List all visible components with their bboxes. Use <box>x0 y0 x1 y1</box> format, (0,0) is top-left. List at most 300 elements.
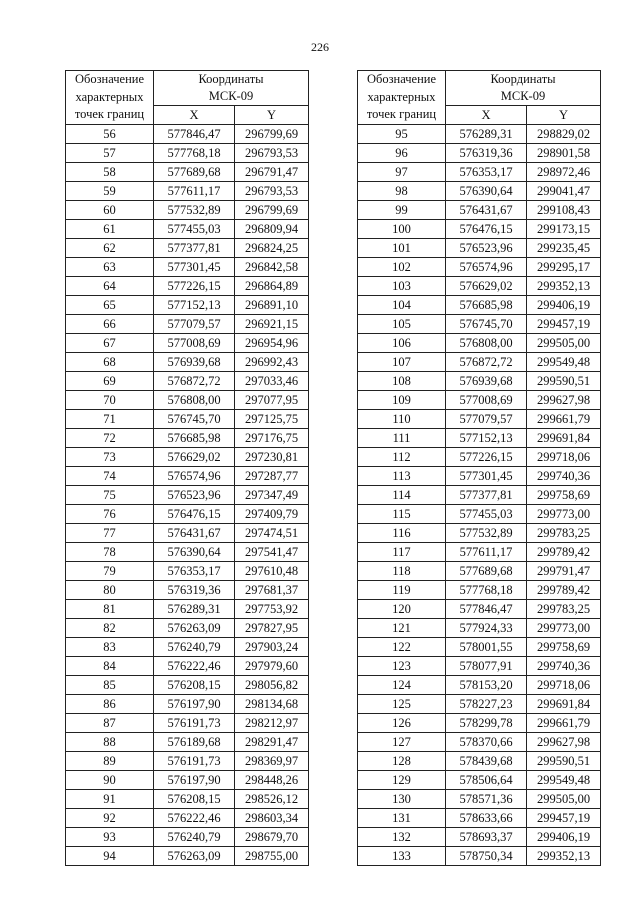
point-number-cell: 106 <box>358 334 446 353</box>
table-row <box>358 562 601 581</box>
x-coordinate-cell: 578227,23 <box>446 695 527 714</box>
table-row <box>66 125 309 144</box>
table-body-left <box>66 125 309 866</box>
table-row <box>358 239 601 258</box>
point-number-cell: 132 <box>358 828 446 847</box>
table-row <box>358 391 601 410</box>
y-coordinate-cell: 299549,48 <box>527 353 601 372</box>
table-row <box>358 695 601 714</box>
point-number-cell: 79 <box>66 562 154 581</box>
coordinates-table-left <box>65 70 309 866</box>
y-coordinate-cell: 299295,17 <box>527 258 601 277</box>
point-number-cell: 105 <box>358 315 446 334</box>
y-coordinate-cell: 299627,98 <box>527 391 601 410</box>
point-number-cell: 111 <box>358 429 446 448</box>
table-row <box>358 125 601 144</box>
y-coordinate-cell: 299718,06 <box>527 448 601 467</box>
y-coordinate-cell: 296864,89 <box>235 277 309 296</box>
y-coordinate-cell: 298526,12 <box>235 790 309 809</box>
point-number-cell: 65 <box>66 296 154 315</box>
table-row <box>358 296 601 315</box>
y-coordinate-cell: 299783,25 <box>527 600 601 619</box>
point-number-cell: 109 <box>358 391 446 410</box>
y-coordinate-cell: 298755,00 <box>235 847 309 866</box>
x-coordinate-cell: 576523,96 <box>446 239 527 258</box>
y-coordinate-cell: 298972,46 <box>527 163 601 182</box>
point-number-cell: 95 <box>358 125 446 144</box>
x-coordinate-cell: 577532,89 <box>446 524 527 543</box>
table-row <box>358 847 601 866</box>
x-coordinate-cell: 577611,17 <box>154 182 235 201</box>
x-coordinate-cell: 577455,03 <box>446 505 527 524</box>
x-coordinate-cell: 576208,15 <box>154 790 235 809</box>
table-row <box>358 638 601 657</box>
y-coordinate-cell: 296992,43 <box>235 353 309 372</box>
x-coordinate-cell: 577301,45 <box>446 467 527 486</box>
x-coordinate-cell: 577226,15 <box>446 448 527 467</box>
y-coordinate-cell: 299505,00 <box>527 334 601 353</box>
table-row <box>66 771 309 790</box>
y-coordinate-cell: 297610,48 <box>235 562 309 581</box>
y-coordinate-cell: 298056,82 <box>235 676 309 695</box>
y-coordinate-cell: 299406,19 <box>527 828 601 847</box>
point-number-cell: 96 <box>358 144 446 163</box>
y-coordinate-cell: 298212,97 <box>235 714 309 733</box>
x-coordinate-cell: 577301,45 <box>154 258 235 277</box>
y-coordinate-cell: 299773,00 <box>527 619 601 638</box>
y-coordinate-cell: 297033,46 <box>235 372 309 391</box>
point-number-cell: 74 <box>66 467 154 486</box>
point-number-cell: 126 <box>358 714 446 733</box>
x-coordinate-cell: 577008,69 <box>154 334 235 353</box>
x-coordinate-cell: 576240,79 <box>154 828 235 847</box>
y-coordinate-cell: 296799,69 <box>235 201 309 220</box>
table-row <box>358 771 601 790</box>
point-number-cell: 101 <box>358 239 446 258</box>
point-number-cell: 125 <box>358 695 446 714</box>
point-number-cell: 69 <box>66 372 154 391</box>
y-coordinate-cell: 299108,43 <box>527 201 601 220</box>
x-coordinate-cell: 578633,66 <box>446 809 527 828</box>
x-coordinate-cell: 576629,02 <box>446 277 527 296</box>
table-row <box>66 334 309 353</box>
table-row <box>358 619 601 638</box>
x-coordinate-cell: 578750,34 <box>446 847 527 866</box>
table-row <box>66 676 309 695</box>
table-row <box>66 752 309 771</box>
table-row <box>66 657 309 676</box>
x-column-header: X <box>446 106 527 125</box>
x-coordinate-cell: 576263,09 <box>154 619 235 638</box>
x-coordinate-cell: 578693,37 <box>446 828 527 847</box>
x-coordinate-cell: 576208,15 <box>154 676 235 695</box>
point-number-cell: 108 <box>358 372 446 391</box>
point-number-cell: 128 <box>358 752 446 771</box>
x-coordinate-cell: 576191,73 <box>154 752 235 771</box>
y-coordinate-cell: 297903,24 <box>235 638 309 657</box>
y-coordinate-cell: 299691,84 <box>527 695 601 714</box>
y-coordinate-cell: 299352,13 <box>527 277 601 296</box>
x-coordinate-cell: 576191,73 <box>154 714 235 733</box>
y-coordinate-cell: 298679,70 <box>235 828 309 847</box>
x-coordinate-cell: 577689,68 <box>154 163 235 182</box>
table-row <box>358 733 601 752</box>
y-coordinate-cell: 299235,45 <box>527 239 601 258</box>
point-label-header: Обозначение характерных точек границ <box>358 71 446 125</box>
point-number-cell: 89 <box>66 752 154 771</box>
coordinates-header: Координаты МСК-09 <box>154 71 309 106</box>
x-coordinate-cell: 576197,90 <box>154 695 235 714</box>
point-number-cell: 90 <box>66 771 154 790</box>
point-number-cell: 80 <box>66 581 154 600</box>
table-row <box>66 239 309 258</box>
x-coordinate-cell: 576872,72 <box>154 372 235 391</box>
point-number-cell: 68 <box>66 353 154 372</box>
x-coordinate-cell: 577455,03 <box>154 220 235 239</box>
x-coordinate-cell: 576319,36 <box>446 144 527 163</box>
table-row <box>358 410 601 429</box>
table-row <box>66 372 309 391</box>
table-row <box>66 277 309 296</box>
point-number-cell: 56 <box>66 125 154 144</box>
table-row <box>66 296 309 315</box>
point-number-cell: 72 <box>66 429 154 448</box>
y-coordinate-cell: 299041,47 <box>527 182 601 201</box>
point-number-cell: 78 <box>66 543 154 562</box>
x-coordinate-cell: 576222,46 <box>154 657 235 676</box>
point-number-cell: 119 <box>358 581 446 600</box>
table-row <box>358 790 601 809</box>
point-number-cell: 59 <box>66 182 154 201</box>
y-coordinate-cell: 297125,75 <box>235 410 309 429</box>
point-number-cell: 61 <box>66 220 154 239</box>
x-coordinate-cell: 577377,81 <box>446 486 527 505</box>
y-coordinate-cell: 299627,98 <box>527 733 601 752</box>
point-number-cell: 117 <box>358 543 446 562</box>
y-coordinate-cell: 299758,69 <box>527 486 601 505</box>
table-row <box>358 334 601 353</box>
point-number-cell: 73 <box>66 448 154 467</box>
point-number-cell: 129 <box>358 771 446 790</box>
x-coordinate-cell: 577689,68 <box>446 562 527 581</box>
y-coordinate-cell: 299352,13 <box>527 847 601 866</box>
point-number-cell: 131 <box>358 809 446 828</box>
table-row <box>358 657 601 676</box>
y-coordinate-cell: 299661,79 <box>527 410 601 429</box>
x-coordinate-cell: 577377,81 <box>154 239 235 258</box>
y-coordinate-cell: 296791,47 <box>235 163 309 182</box>
x-coordinate-cell: 576939,68 <box>446 372 527 391</box>
point-number-cell: 58 <box>66 163 154 182</box>
point-number-cell: 94 <box>66 847 154 866</box>
x-coordinate-cell: 577079,57 <box>446 410 527 429</box>
point-number-cell: 122 <box>358 638 446 657</box>
table-row <box>66 258 309 277</box>
table-header <box>66 71 309 125</box>
y-coordinate-cell: 298603,34 <box>235 809 309 828</box>
y-coordinate-cell: 298901,58 <box>527 144 601 163</box>
x-coordinate-cell: 576745,70 <box>446 315 527 334</box>
point-number-cell: 118 <box>358 562 446 581</box>
x-coordinate-cell: 576319,36 <box>154 581 235 600</box>
y-coordinate-cell: 296799,69 <box>235 125 309 144</box>
point-number-cell: 81 <box>66 600 154 619</box>
point-number-cell: 113 <box>358 467 446 486</box>
x-coordinate-cell: 576808,00 <box>446 334 527 353</box>
y-column-header: Y <box>527 106 601 125</box>
y-coordinate-cell: 296809,94 <box>235 220 309 239</box>
point-number-cell: 85 <box>66 676 154 695</box>
y-coordinate-cell: 299783,25 <box>527 524 601 543</box>
point-number-cell: 107 <box>358 353 446 372</box>
table-row <box>66 182 309 201</box>
x-coordinate-cell: 577008,69 <box>446 391 527 410</box>
table-row <box>358 467 601 486</box>
x-coordinate-cell: 577768,18 <box>154 144 235 163</box>
y-coordinate-cell: 299740,36 <box>527 467 601 486</box>
table-row <box>66 353 309 372</box>
point-number-cell: 62 <box>66 239 154 258</box>
x-coordinate-cell: 576189,68 <box>154 733 235 752</box>
point-number-cell: 102 <box>358 258 446 277</box>
y-coordinate-cell: 296793,53 <box>235 144 309 163</box>
x-coordinate-cell: 576353,17 <box>154 562 235 581</box>
x-coordinate-cell: 576574,96 <box>154 467 235 486</box>
y-coordinate-cell: 299549,48 <box>527 771 601 790</box>
x-coordinate-cell: 577611,17 <box>446 543 527 562</box>
point-number-cell: 127 <box>358 733 446 752</box>
x-coordinate-cell: 576939,68 <box>154 353 235 372</box>
table-row <box>66 809 309 828</box>
table-row <box>66 505 309 524</box>
x-coordinate-cell: 577846,47 <box>154 125 235 144</box>
x-coordinate-cell: 578506,64 <box>446 771 527 790</box>
x-coordinate-cell: 578299,78 <box>446 714 527 733</box>
point-number-cell: 82 <box>66 619 154 638</box>
table-row <box>66 733 309 752</box>
x-coordinate-cell: 576289,31 <box>446 125 527 144</box>
y-coordinate-cell: 298369,97 <box>235 752 309 771</box>
table-row <box>66 201 309 220</box>
x-coordinate-cell: 578439,68 <box>446 752 527 771</box>
x-coordinate-cell: 578153,20 <box>446 676 527 695</box>
x-coordinate-cell: 576197,90 <box>154 771 235 790</box>
table-row <box>66 524 309 543</box>
table-row <box>66 714 309 733</box>
y-coordinate-cell: 299457,19 <box>527 315 601 334</box>
x-coordinate-cell: 578001,55 <box>446 638 527 657</box>
x-coordinate-cell: 577846,47 <box>446 600 527 619</box>
y-coordinate-cell: 299740,36 <box>527 657 601 676</box>
point-number-cell: 66 <box>66 315 154 334</box>
x-coordinate-cell: 578571,36 <box>446 790 527 809</box>
point-number-cell: 115 <box>358 505 446 524</box>
point-number-cell: 91 <box>66 790 154 809</box>
table-row <box>358 828 601 847</box>
y-coordinate-cell: 299590,51 <box>527 372 601 391</box>
point-number-cell: 133 <box>358 847 446 866</box>
y-coordinate-cell: 298448,26 <box>235 771 309 790</box>
point-number-cell: 121 <box>358 619 446 638</box>
table-row <box>358 315 601 334</box>
table-row <box>358 486 601 505</box>
y-coordinate-cell: 299661,79 <box>527 714 601 733</box>
table-row <box>358 600 601 619</box>
point-number-cell: 75 <box>66 486 154 505</box>
x-coordinate-cell: 577152,13 <box>154 296 235 315</box>
y-coordinate-cell: 299789,42 <box>527 543 601 562</box>
point-number-cell: 114 <box>358 486 446 505</box>
table-row <box>66 315 309 334</box>
point-number-cell: 100 <box>358 220 446 239</box>
point-number-cell: 63 <box>66 258 154 277</box>
y-coordinate-cell: 297753,92 <box>235 600 309 619</box>
x-coordinate-cell: 576685,98 <box>154 429 235 448</box>
x-coordinate-cell: 576431,67 <box>154 524 235 543</box>
x-coordinate-cell: 576745,70 <box>154 410 235 429</box>
table-row <box>66 543 309 562</box>
x-coordinate-cell: 577768,18 <box>446 581 527 600</box>
point-number-cell: 86 <box>66 695 154 714</box>
coordinates-header: Координаты МСК-09 <box>446 71 601 106</box>
table-row <box>358 752 601 771</box>
y-coordinate-cell: 297979,60 <box>235 657 309 676</box>
y-coordinate-cell: 296891,10 <box>235 296 309 315</box>
table-row <box>358 581 601 600</box>
x-coordinate-cell: 576476,15 <box>154 505 235 524</box>
y-coordinate-cell: 296824,25 <box>235 239 309 258</box>
point-number-cell: 71 <box>66 410 154 429</box>
table-row <box>358 429 601 448</box>
table-row <box>66 619 309 638</box>
table-row <box>66 144 309 163</box>
point-number-cell: 112 <box>358 448 446 467</box>
y-coordinate-cell: 299773,00 <box>527 505 601 524</box>
table-row <box>358 524 601 543</box>
x-coordinate-cell: 576476,15 <box>446 220 527 239</box>
y-coordinate-cell: 297541,47 <box>235 543 309 562</box>
table-row <box>358 372 601 391</box>
point-number-cell: 120 <box>358 600 446 619</box>
y-coordinate-cell: 299791,47 <box>527 562 601 581</box>
table-row <box>358 505 601 524</box>
table-row <box>66 790 309 809</box>
table-row <box>66 638 309 657</box>
table-row <box>358 277 601 296</box>
y-coordinate-cell: 299789,42 <box>527 581 601 600</box>
point-number-cell: 93 <box>66 828 154 847</box>
y-coordinate-cell: 298134,68 <box>235 695 309 714</box>
point-number-cell: 77 <box>66 524 154 543</box>
point-number-cell: 97 <box>358 163 446 182</box>
y-coordinate-cell: 296793,53 <box>235 182 309 201</box>
y-coordinate-cell: 299758,69 <box>527 638 601 657</box>
x-coordinate-cell: 577532,89 <box>154 201 235 220</box>
table-row <box>358 353 601 372</box>
x-coordinate-cell: 577079,57 <box>154 315 235 334</box>
point-number-cell: 92 <box>66 809 154 828</box>
y-coordinate-cell: 297230,81 <box>235 448 309 467</box>
table-row <box>358 220 601 239</box>
y-coordinate-cell: 297827,95 <box>235 619 309 638</box>
y-coordinate-cell: 296954,96 <box>235 334 309 353</box>
point-number-cell: 60 <box>66 201 154 220</box>
table-row <box>358 163 601 182</box>
x-coordinate-cell: 576289,31 <box>154 600 235 619</box>
point-label-header: Обозначение характерных точек границ <box>66 71 154 125</box>
table-row <box>66 467 309 486</box>
x-coordinate-cell: 576263,09 <box>154 847 235 866</box>
table-row <box>66 391 309 410</box>
y-coordinate-cell: 298829,02 <box>527 125 601 144</box>
y-column-header: Y <box>235 106 309 125</box>
table-row <box>358 448 601 467</box>
table-row <box>358 543 601 562</box>
point-number-cell: 84 <box>66 657 154 676</box>
table-row <box>358 714 601 733</box>
table-row <box>66 163 309 182</box>
table-row <box>66 600 309 619</box>
y-coordinate-cell: 297287,77 <box>235 467 309 486</box>
x-coordinate-cell: 576431,67 <box>446 201 527 220</box>
point-number-cell: 67 <box>66 334 154 353</box>
y-coordinate-cell: 299173,15 <box>527 220 601 239</box>
point-number-cell: 87 <box>66 714 154 733</box>
point-number-cell: 103 <box>358 277 446 296</box>
x-coordinate-cell: 578077,91 <box>446 657 527 676</box>
table-row <box>66 562 309 581</box>
x-coordinate-cell: 577226,15 <box>154 277 235 296</box>
table-row <box>66 695 309 714</box>
x-coordinate-cell: 576685,98 <box>446 296 527 315</box>
table-row <box>66 828 309 847</box>
x-coordinate-cell: 576222,46 <box>154 809 235 828</box>
x-coordinate-cell: 576872,72 <box>446 353 527 372</box>
y-coordinate-cell: 299590,51 <box>527 752 601 771</box>
y-coordinate-cell: 297077,95 <box>235 391 309 410</box>
table-row <box>66 220 309 239</box>
table-row <box>66 448 309 467</box>
y-coordinate-cell: 297474,51 <box>235 524 309 543</box>
y-coordinate-cell: 299406,19 <box>527 296 601 315</box>
coordinates-table-right <box>357 70 601 866</box>
point-number-cell: 98 <box>358 182 446 201</box>
point-number-cell: 124 <box>358 676 446 695</box>
y-coordinate-cell: 296921,15 <box>235 315 309 334</box>
table-row <box>66 847 309 866</box>
point-number-cell: 64 <box>66 277 154 296</box>
y-coordinate-cell: 298291,47 <box>235 733 309 752</box>
point-number-cell: 130 <box>358 790 446 809</box>
x-coordinate-cell: 576240,79 <box>154 638 235 657</box>
table-row <box>358 182 601 201</box>
table-row <box>358 144 601 163</box>
point-number-cell: 116 <box>358 524 446 543</box>
table-row <box>66 410 309 429</box>
point-number-cell: 83 <box>66 638 154 657</box>
x-coordinate-cell: 576808,00 <box>154 391 235 410</box>
table-body-right <box>358 125 601 866</box>
x-coordinate-cell: 577924,33 <box>446 619 527 638</box>
y-coordinate-cell: 297176,75 <box>235 429 309 448</box>
point-number-cell: 57 <box>66 144 154 163</box>
point-number-cell: 70 <box>66 391 154 410</box>
point-number-cell: 99 <box>358 201 446 220</box>
table-row <box>358 258 601 277</box>
table-row <box>66 581 309 600</box>
point-number-cell: 123 <box>358 657 446 676</box>
y-coordinate-cell: 299457,19 <box>527 809 601 828</box>
